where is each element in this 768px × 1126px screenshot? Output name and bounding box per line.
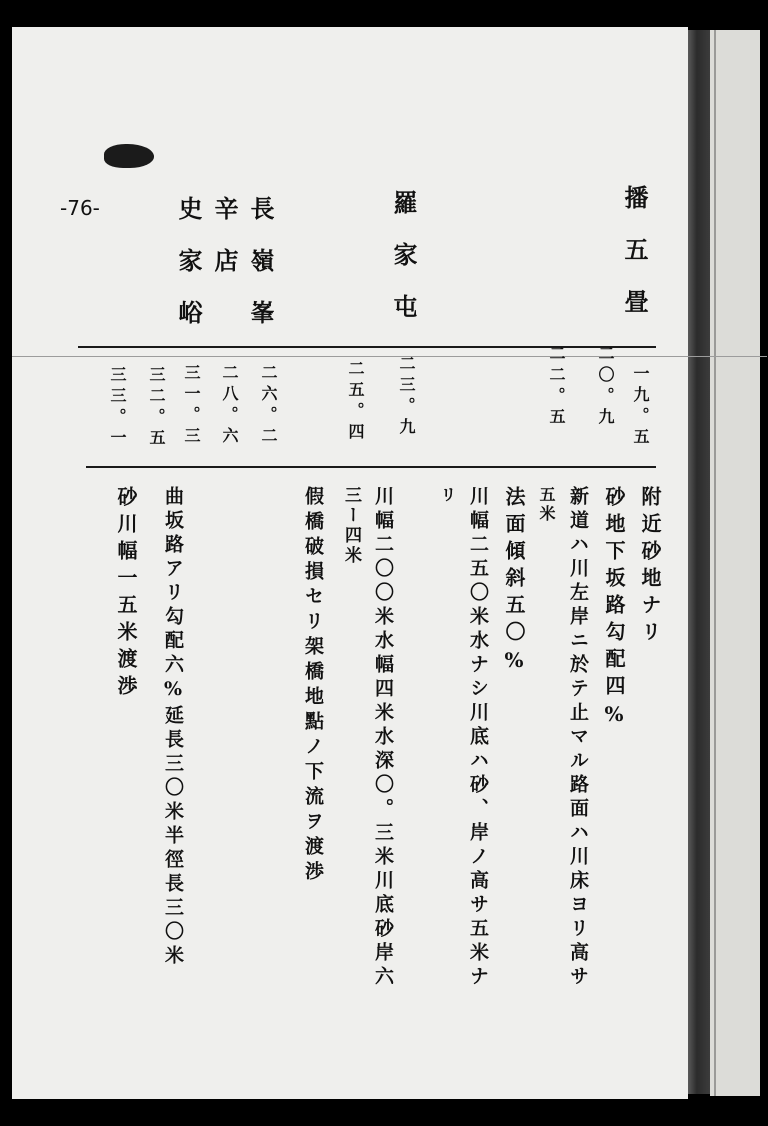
ink-stamp-mark [104, 144, 154, 168]
note-1: 附近砂地ナリ [638, 486, 662, 648]
distance-9: 三二。五 [147, 366, 166, 450]
note-9: 三ー四米 [341, 486, 361, 566]
place-name-5: 史家峪 [174, 196, 203, 352]
note-3: 新道ハ川左岸ニ於テ止マル路面ハ川床ヨリ高サ [567, 486, 589, 990]
distance-5: 二五。四 [346, 360, 365, 444]
place-name-4: 辛店 [210, 196, 239, 300]
note-6: 川幅二五〇米水ナシ川底ハ砂、岸ノ高サ五米ナ [467, 486, 489, 990]
note-7: リ [438, 486, 457, 509]
adjacent-page-edge [710, 30, 760, 1096]
distance-10: 三三。一 [108, 366, 127, 450]
note-8: 川幅二〇〇米水幅四米水深〇。三米川底砂岸六 [372, 486, 394, 990]
distance-8: 三一。三 [182, 364, 201, 448]
distance-7: 二八。六 [220, 364, 239, 448]
note-5: 法面傾斜五〇% [502, 486, 526, 679]
book-spine [688, 30, 710, 1094]
note-11: 曲坂路アリ勾配六%延長三〇米半徑長三〇米 [162, 486, 184, 969]
table-middle-rule [86, 466, 656, 468]
place-name-1: 播五畳 [620, 185, 649, 341]
note-12: 砂川幅一五米渡渉 [114, 486, 138, 702]
place-name-3: 長嶺峯 [246, 196, 275, 352]
distance-6: 二六。二 [259, 364, 278, 448]
scan-fold-line [12, 356, 767, 357]
note-10: 假橋破損セリ架橋地點ノ下流ヲ渡渉 [302, 486, 324, 886]
distance-1: 一九。五 [631, 365, 650, 449]
place-name-2: 羅家屯 [389, 190, 418, 346]
note-2: 砂地下坂路勾配四% [602, 486, 626, 733]
page-number: -76- [60, 196, 100, 220]
note-4: 五米 [537, 486, 556, 524]
distance-3: 二二。五 [547, 345, 566, 429]
distance-2: 二〇。九 [596, 345, 615, 429]
distance-4: 二三。九 [397, 355, 416, 439]
table-top-rule [78, 346, 656, 348]
